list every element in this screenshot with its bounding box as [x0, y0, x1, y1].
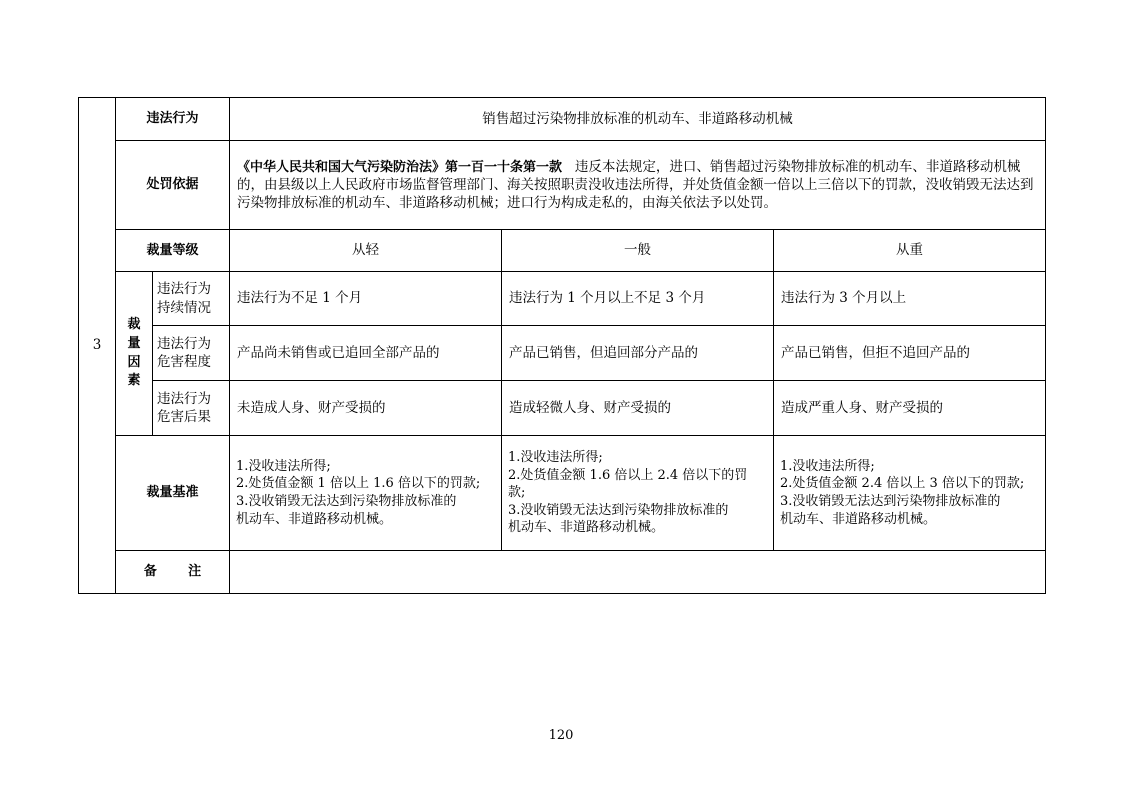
standard-line: 机动车、非道路移动机械。 — [508, 520, 665, 536]
standard-line: 3.没收销毁无法达到污染物排放标准的 — [780, 494, 1001, 509]
factor-light: 未造成人身、财产受损的 — [230, 381, 502, 436]
standard-line: 1.没收违法所得; — [508, 450, 603, 466]
remarks-label-text: 备注 — [143, 564, 233, 580]
remarks-row — [79, 551, 1046, 594]
factor-name-line: 违法行为 — [157, 281, 211, 298]
standard-line: 1.没收违法所得; — [780, 458, 875, 474]
violation-row — [79, 98, 1046, 141]
standards-label: 裁量基准 — [116, 436, 230, 551]
factor-name — [153, 272, 230, 326]
factor-name — [153, 381, 230, 436]
penalty-discretion-table — [78, 97, 1046, 594]
factor-general: 产品已销售，但追回部分产品的 — [502, 326, 774, 381]
factor-heavy: 产品已销售，但拒不追回产品的 — [774, 326, 1046, 381]
standard-line: 机动车、非道路移动机械。 — [780, 511, 937, 527]
factor-name-line: 危害程度 — [157, 354, 211, 370]
standards-row — [79, 436, 1046, 551]
level-general: 一般 — [502, 230, 774, 272]
page-number: 120 — [548, 728, 574, 743]
factor-name-line: 危害后果 — [157, 409, 211, 425]
basis-law-title: 《中华人民共和国大气污染防治法》第一百一十条第一款 — [237, 159, 563, 175]
standard-heavy — [774, 436, 1046, 551]
standard-line: 3.没收销毁无法达到污染物排放标准的 — [236, 494, 457, 509]
standard-line: 款; — [508, 485, 526, 501]
basis-text: 违反本法规定，进口、销售超过污染物排放标准的机动车、非道路移动机械的，由县级以上人民政府市场监督管理部门、海关按照职责没收违法所得，并处货值金额一倍以上三倍以下的罚款，没收销毁无法达到污染物排放标准的机动车、非道路移动机械；进口行为构成走私的，由海关依法予以处罚。 — [237, 158, 1034, 212]
remarks-label — [116, 551, 233, 594]
factor-name-line: 持续情况 — [157, 299, 211, 316]
factors-label-char: 素 — [127, 373, 141, 389]
factors-label-char: 因 — [127, 354, 141, 370]
standard-line: 3.没收销毁无法达到污染物排放标准的 — [508, 502, 729, 518]
standard-general — [502, 436, 774, 551]
factor-row-harm-consequence — [79, 381, 1046, 436]
factors-label-char: 量 — [127, 335, 141, 351]
level-light: 从轻 — [230, 230, 502, 272]
standard-line: 2.处货值金额 1.6 倍以上 2.4 倍以下的罚 — [508, 467, 748, 483]
violation-label: 违法行为 — [116, 98, 230, 141]
factor-row-duration — [79, 272, 1046, 326]
factor-heavy: 造成严重人身、财产受损的 — [774, 381, 1046, 436]
factor-general: 违法行为 1 个月以上不足 3 个月 — [502, 272, 774, 326]
factor-heavy: 违法行为 3 个月以上 — [774, 272, 1046, 326]
standard-line: 2.处货值金额 1 倍以上 1.6 倍以下的罚款; — [236, 476, 481, 492]
factor-name — [153, 326, 230, 381]
standard-line: 2.处货值金额 2.4 倍以上 3 倍以下的罚款; — [780, 476, 1025, 492]
standard-line: 1.没收违法所得; — [236, 458, 331, 474]
standard-light — [230, 436, 502, 551]
factor-general: 造成轻微人身、财产受损的 — [502, 381, 774, 436]
factor-row-harm-degree — [79, 326, 1046, 381]
violation-value: 销售超过污染物排放标准的机动车、非道路移动机械 — [230, 98, 1046, 141]
levels-label: 裁量等级 — [116, 230, 230, 272]
factors-label-char: 裁 — [127, 316, 141, 332]
basis-row — [79, 141, 1046, 230]
basis-content — [230, 141, 1046, 230]
level-heavy: 从重 — [774, 230, 1046, 272]
factors-label — [116, 272, 153, 436]
factor-light: 产品尚未销售或已追回全部产品的 — [230, 326, 502, 381]
factor-name-line: 违法行为 — [157, 335, 211, 352]
item-number: 3 — [79, 98, 116, 594]
remarks-value — [230, 551, 1046, 594]
levels-row — [79, 230, 1046, 272]
factor-light: 违法行为不足 1 个月 — [230, 272, 502, 326]
standard-line: 机动车、非道路移动机械。 — [236, 511, 393, 527]
factor-name-line: 违法行为 — [157, 390, 211, 407]
basis-label: 处罚依据 — [116, 141, 230, 230]
